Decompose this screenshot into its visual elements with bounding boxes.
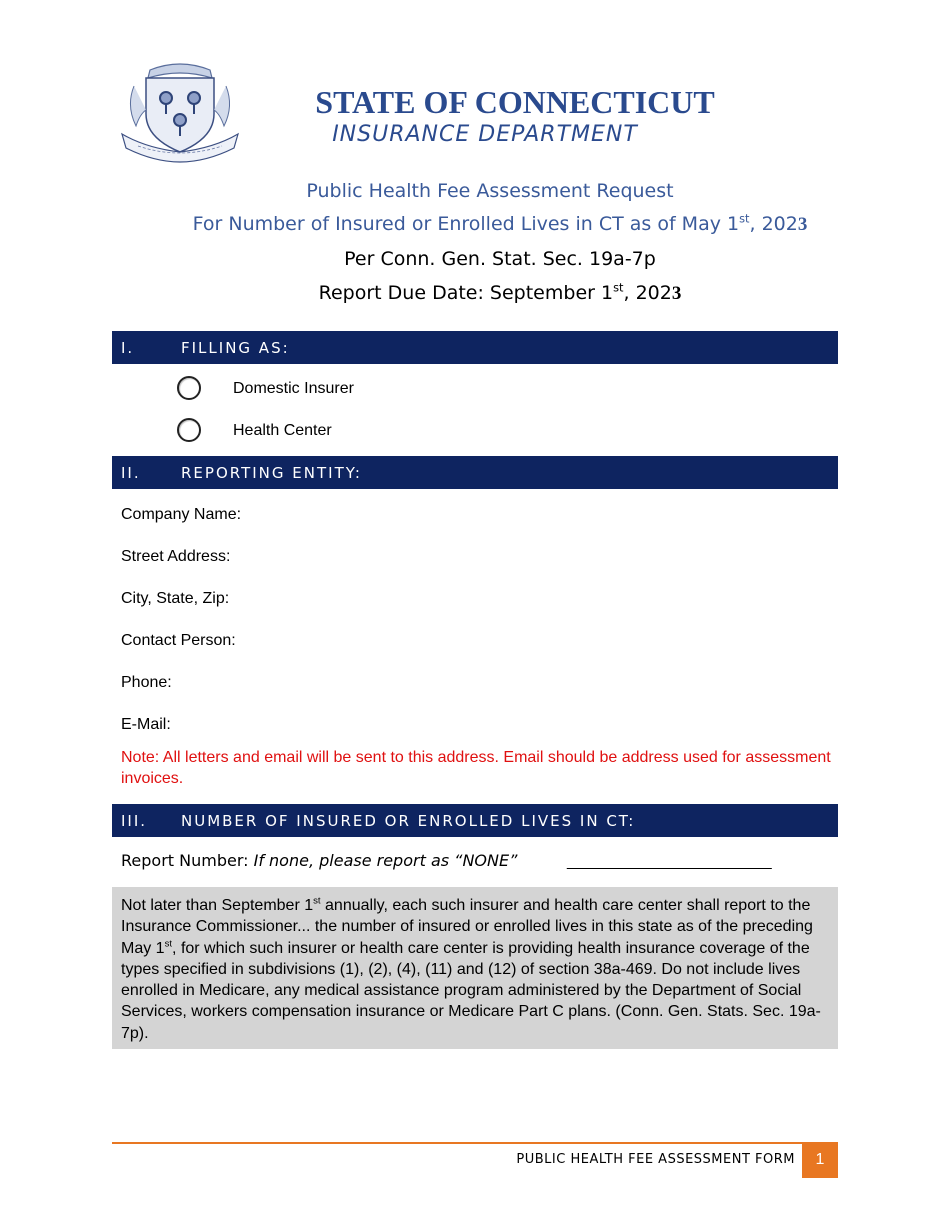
report-number-input[interactable]: _______________________	[567, 853, 772, 870]
footer-form-name: PUBLIC HEALTH FEE ASSESSMENT FORM	[516, 1152, 795, 1167]
radio-label-domestic-insurer: Domestic Insurer	[233, 380, 354, 397]
footer-divider	[112, 1142, 802, 1144]
section-title: FILLING AS:	[181, 338, 290, 357]
company-name-field[interactable]: Company Name:	[121, 506, 242, 523]
email-field[interactable]: E-Mail:	[121, 716, 171, 733]
request-title: Public Health Fee Assessment Request	[306, 180, 674, 202]
section-lives-header	[112, 804, 838, 837]
section-number: III.	[121, 811, 148, 830]
section-title: REPORTING ENTITY:	[181, 463, 362, 482]
section-number: II.	[121, 463, 141, 482]
statute-reference: Per Conn. Gen. Stat. Sec. 19a-7p	[344, 248, 656, 270]
city-state-zip-field[interactable]: City, State, Zip:	[121, 590, 230, 607]
department-title: INSURANCE DEPARTMENT	[332, 122, 638, 147]
radio-domestic-insurer[interactable]	[177, 376, 201, 400]
address-note: Note: All letters and email will be sent to this address. Email should be address used for assessment invoices.	[121, 749, 831, 787]
radio-label-health-center: Health Center	[233, 422, 332, 439]
report-number-hint: If none, please report as “NONE”	[253, 851, 518, 870]
section-title: NUMBER OF INSURED OR ENROLLED LIVES IN CT:	[181, 811, 636, 830]
state-title: STATE OF CONNECTICUT	[315, 84, 715, 120]
section-entity-header	[112, 456, 838, 489]
section-filing-header	[112, 331, 838, 364]
street-address-field[interactable]: Street Address:	[121, 548, 231, 565]
page-number: 1	[802, 1142, 838, 1178]
section-number: I.	[121, 338, 135, 357]
lives-date-line: For Number of Insured or Enrolled Lives in CT as of May 1st, 2023	[192, 211, 808, 235]
statute-text-box: Not later than September 1st annually, each such insurer and health care center shall report to the Insurance Commissioner... the number of insured or enrolled lives in this state as of the preceding May 1st, for which such insurer or health care center is providing health insurance coverage of the types specified in subdivisions (1), (2), (4), (11) and (12) of section 38a-469. Do not include lives enrolled in Medicare, any medical assistance program administered by the Department of Social Services, workers compensation insurance or Medicare Part C plans. (Conn. Gen. Stats. Sec. 19a-7p).	[112, 887, 838, 1049]
contact-person-field[interactable]: Contact Person:	[121, 632, 236, 649]
radio-health-center[interactable]	[177, 418, 201, 442]
report-number-label: Report Number: If none, please report as “NONE”	[121, 851, 518, 870]
state-seal-icon	[116, 56, 244, 170]
report-due-date: Report Due Date: September 1st, 2023	[318, 280, 682, 304]
phone-field[interactable]: Phone:	[121, 674, 172, 691]
